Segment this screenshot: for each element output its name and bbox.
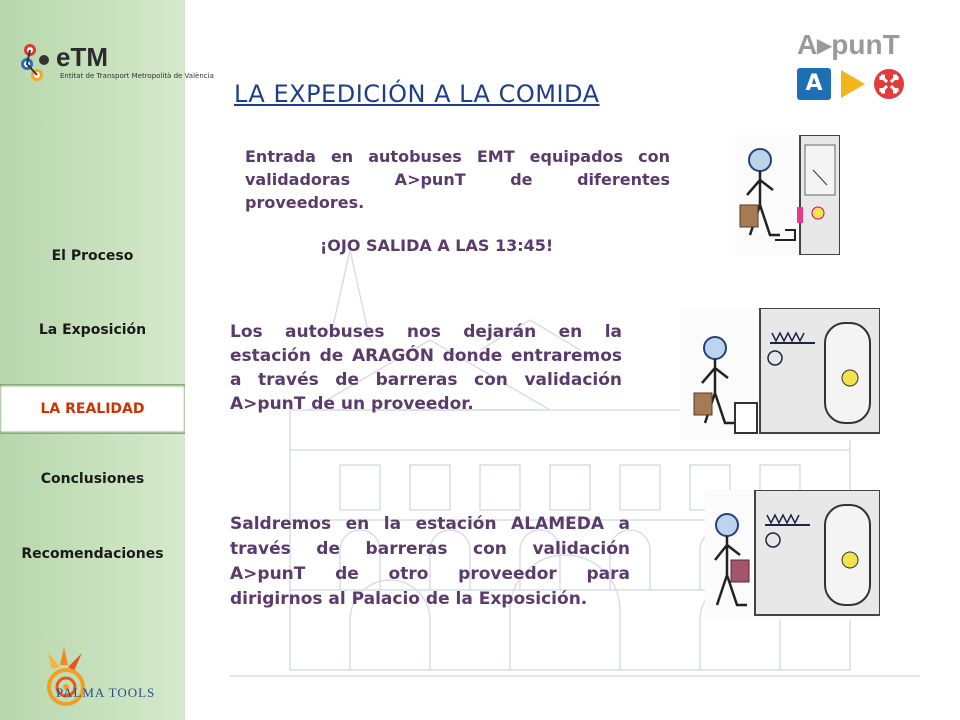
arrows-cross-icon xyxy=(873,68,905,100)
paragraph-aragon-station: Los autobuses nos dejarán en la estación de ARAGÓN donde entraremos a través de barreras con validación A>punT de un proveedor. xyxy=(230,322,622,414)
palma-tools-logo xyxy=(38,645,178,710)
nav-recomendaciones[interactable]: Recomendaciones xyxy=(21,546,164,562)
etm-logo-name: eTM xyxy=(56,42,108,72)
paragraph-bus-entry: Entrada en autobuses EMT equipados con validadoras A>punT de diferentes proveedores. xyxy=(245,147,670,212)
nav-el-proceso[interactable]: El Proceso xyxy=(51,248,134,264)
nav-la-exposicion[interactable]: La Exposición xyxy=(38,322,147,338)
departure-warning: ¡OJO SALIDA A LAS 13:45! xyxy=(320,236,554,255)
paragraph-alameda-station: Saldremos en la estación ALAMEDA a través de barreras con validación A>punT de otro proveedor para dirigirnos al Palacio de la Exposición. xyxy=(230,514,630,609)
etm-logo-icon xyxy=(20,42,60,82)
bus-boarding-drawing xyxy=(735,135,840,255)
palma-tools-text: PALMA TOOLS xyxy=(56,685,156,700)
apunt-badge-letter: A xyxy=(805,71,823,96)
sidebar xyxy=(0,0,214,720)
apunt-badge xyxy=(797,68,831,100)
page-title: LA EXPEDICIÓN A LA COMIDA xyxy=(234,80,600,108)
etm-logo-subtitle: Entitat de Transport Metropolità de València xyxy=(60,72,214,80)
play-arrow-icon xyxy=(839,68,869,100)
metro-barrier-drawing-aragon xyxy=(680,308,880,440)
apunt-logo-text: A▸punT xyxy=(797,29,900,60)
apunt-logo xyxy=(795,28,915,108)
etm-logo xyxy=(20,40,214,85)
nav-la-realidad[interactable]: LA REALIDAD xyxy=(0,384,185,434)
metro-barrier-drawing-alameda xyxy=(705,490,880,620)
nav-conclusiones[interactable]: Conclusiones xyxy=(40,471,145,487)
